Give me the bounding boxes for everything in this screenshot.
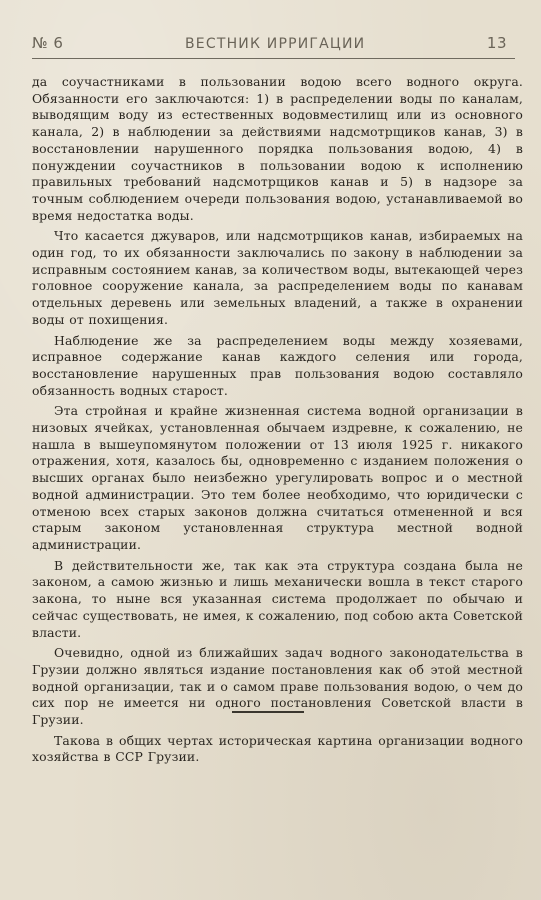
issue-number: № 6 [32, 34, 64, 52]
paragraph: В действительности же, так как эта структура создана была не законом, а самою жизнью и лишь механически вошла в текст старого закона, то ныне вся указанная система продолжает по обычаю и сейчас существовать, не имея, к сожалению, под собою акта Советской власти. [32, 557, 523, 640]
paragraph-continued: да соучастниками в пользовании водою всего водного округа. Обязанности его заключаются: 1) в распределении воды по каналам, выводящим воду из естественных водовместилищ или из основного канала, 2) в наблюдении за действиями надсмотрщиков канав, 3) в восстановлении нарушенного порядка пользования водою, 4) в понуждении соучастников в пользовании водою к исполнению правильных требований надсмотрщиков канав и 5) в надзоре за точным соблюдением очереди пользования водою, устанавливаемой во время недостатка воды. [32, 74, 523, 223]
paragraph: Эта стройная и крайне жизненная система водной организации в низовых ячейках, установленная обычаем издревне, к сожалению, не нашла в вышеупомянутом положении от 13 июля 1925 г. никакого отражения, хотя, казалось бы, одновременно с изданием положения о высших органах было неизбежно урегулировать вопрос и о местной водной администрации. Это тем более необходимо, что юридически с отменою всех старых законов должна считаться отмененной и вся старым законом установленная структура местной водной администрации. [32, 403, 523, 552]
paragraph: Такова в общих чертах историческая картина организации водного хозяйства в ССР Грузии. [32, 732, 523, 765]
article-end-rule [232, 711, 304, 713]
page-number: 13 [486, 34, 507, 52]
running-header [32, 34, 507, 56]
journal-title: ВЕСТНИК ИРРИГАЦИИ [185, 36, 366, 52]
paragraph: Очевидно, одной из ближайших задач водного законодательства в Грузии должно являться издание постановления как об этой местной водной организации, так и о самом праве пользования водою, о чем до сих пор не имеется ни одного постановления Советской власти в Грузии. [32, 645, 523, 728]
header-rule [32, 58, 515, 59]
paragraph: Что касается джуваров, или надсмотрщиков канав, избираемых на один год, то их обязанности заключались по закону в наблюдении за исправным состоянием канав, за количеством воды, вытекающей через головное сооружение канала, за распределением воды по канавам отдельных деревень или земельных владений, а также в охранении воды от похищения. [32, 228, 523, 327]
paragraph: Наблюдение же за распределением воды между хозяевами, исправное содержание канав каждого селения или города, восстановление нарушенных прав пользования водою составляло обязанность водных старост. [32, 332, 523, 398]
article-body [32, 74, 523, 766]
